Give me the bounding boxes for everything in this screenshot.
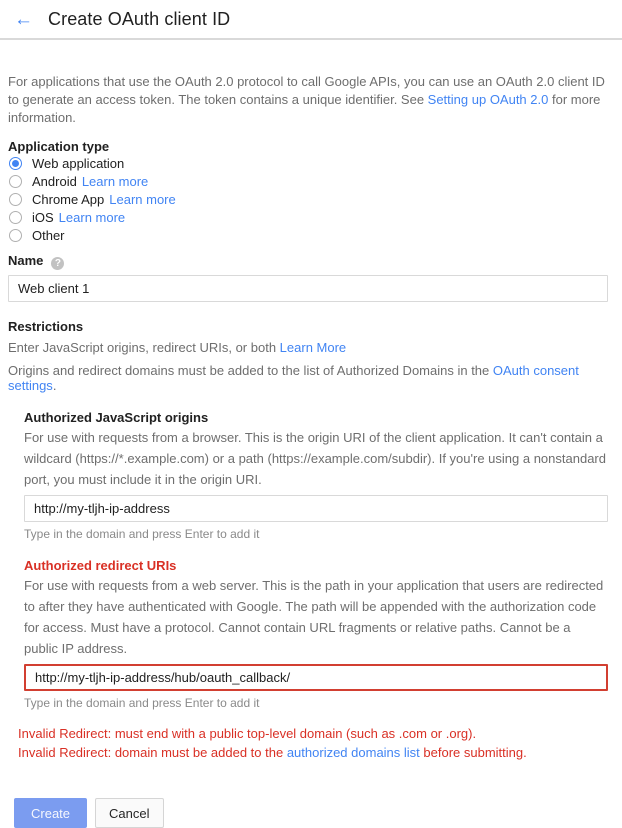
authorized-js-origins-section: [24, 410, 608, 541]
authorized-js-origins-heading: Authorized JavaScript origins: [24, 410, 209, 425]
error-text-suffix: before submitting.: [419, 745, 527, 760]
intro-text-after: for more information.: [8, 92, 601, 125]
redirect-uris-helper-text: Type in the domain and press Enter to add it: [24, 696, 260, 710]
restrictions-line2-text: Origins and redirect domains must be added to the list of Authorized Domains in the: [8, 363, 493, 378]
radio-button[interactable]: [9, 211, 22, 224]
name-section: [8, 253, 608, 302]
error-text: Invalid Redirect: domain must be added to the: [18, 745, 287, 760]
js-origins-helper-text: Type in the domain and press Enter to add it: [24, 527, 260, 541]
radio-option-label: Android: [32, 174, 77, 189]
radio-option-label: Other: [32, 228, 65, 243]
intro-paragraph: [8, 73, 608, 127]
restrictions-line1-text: Enter JavaScript origins, redirect URIs, or both: [8, 340, 280, 355]
create-button[interactable]: Create: [14, 798, 87, 828]
page-header: [0, 0, 622, 40]
authorized-redirect-uris-heading: Authorized redirect URIs: [24, 558, 177, 573]
oauth-consent-settings-link[interactable]: OAuth consent settings: [8, 363, 579, 393]
help-icon[interactable]: ?: [51, 257, 64, 270]
setting-up-oauth-link[interactable]: Setting up OAuth 2.0: [427, 92, 549, 107]
restrictions-section: [8, 319, 608, 393]
restrictions-line2-suffix: .: [52, 378, 57, 393]
restrictions-heading: Restrictions: [8, 319, 84, 334]
radio-option-android[interactable]: [8, 173, 608, 190]
learn-more-link[interactable]: Learn more: [109, 192, 176, 207]
radio-option-chrome-app[interactable]: [8, 191, 608, 208]
action-buttons: [14, 798, 608, 828]
radio-button[interactable]: [9, 229, 22, 242]
authorized-redirect-uris-section: [24, 558, 608, 710]
back-arrow-icon[interactable]: ←: [14, 8, 33, 30]
js-origins-input[interactable]: [24, 495, 608, 522]
redirect-uris-input[interactable]: [24, 664, 608, 691]
radio-button[interactable]: [9, 193, 22, 206]
learn-more-link[interactable]: Learn more: [58, 210, 126, 225]
radio-option-ios[interactable]: [8, 209, 608, 226]
radio-option-label: Web application: [32, 156, 125, 171]
radio-option-label: Chrome App: [32, 192, 105, 207]
name-label: Name: [8, 253, 44, 268]
radio-option-label: iOS: [32, 210, 54, 225]
page-title: Create OAuth client ID: [48, 8, 231, 29]
authorized-js-origins-description: For use with requests from a browser. This is the origin URI of the client application. It can't contain a wildcard (https://*.example.com) or a path (https://example.com/subdir). If you're using a nonstandard port, you must include it in the origin URI.: [24, 430, 606, 487]
validation-errors: [18, 724, 608, 762]
error-message: [18, 724, 608, 743]
radio-option-other[interactable]: [8, 227, 608, 244]
authorized-domains-list-link[interactable]: authorized domains list: [286, 745, 420, 760]
radio-button-selected[interactable]: [9, 157, 22, 170]
error-text: Invalid Redirect: must end with a public top-level domain (such as .com or .org).: [18, 726, 477, 741]
intro-text: For applications that use the OAuth 2.0 protocol to call Google APIs, you can use an OAuth 2.0 client ID to generate an access token. The token contains a unique identifier. See: [8, 74, 605, 107]
radio-option-web-application[interactable]: [8, 155, 608, 172]
application-type-section: [8, 139, 608, 244]
radio-button[interactable]: [9, 175, 22, 188]
restrictions-line2: [8, 363, 608, 393]
form-content: [0, 73, 622, 828]
learn-more-link[interactable]: Learn more: [81, 174, 149, 189]
cancel-button[interactable]: Cancel: [95, 798, 163, 828]
error-message: [18, 743, 608, 762]
restrictions-line1: [8, 340, 608, 355]
authorized-redirect-uris-description: For use with requests from a web server. This is the path in your application that users are redirected to after they have authenticated with Google. The path will be appended with the authorization code for access. Must have a protocol. Cannot contain URL fragments or relative paths. Cannot be a public IP address.: [24, 578, 604, 656]
application-type-label: Application type: [8, 139, 110, 154]
name-input[interactable]: [8, 275, 608, 302]
learn-more-link[interactable]: Learn More: [279, 340, 347, 355]
